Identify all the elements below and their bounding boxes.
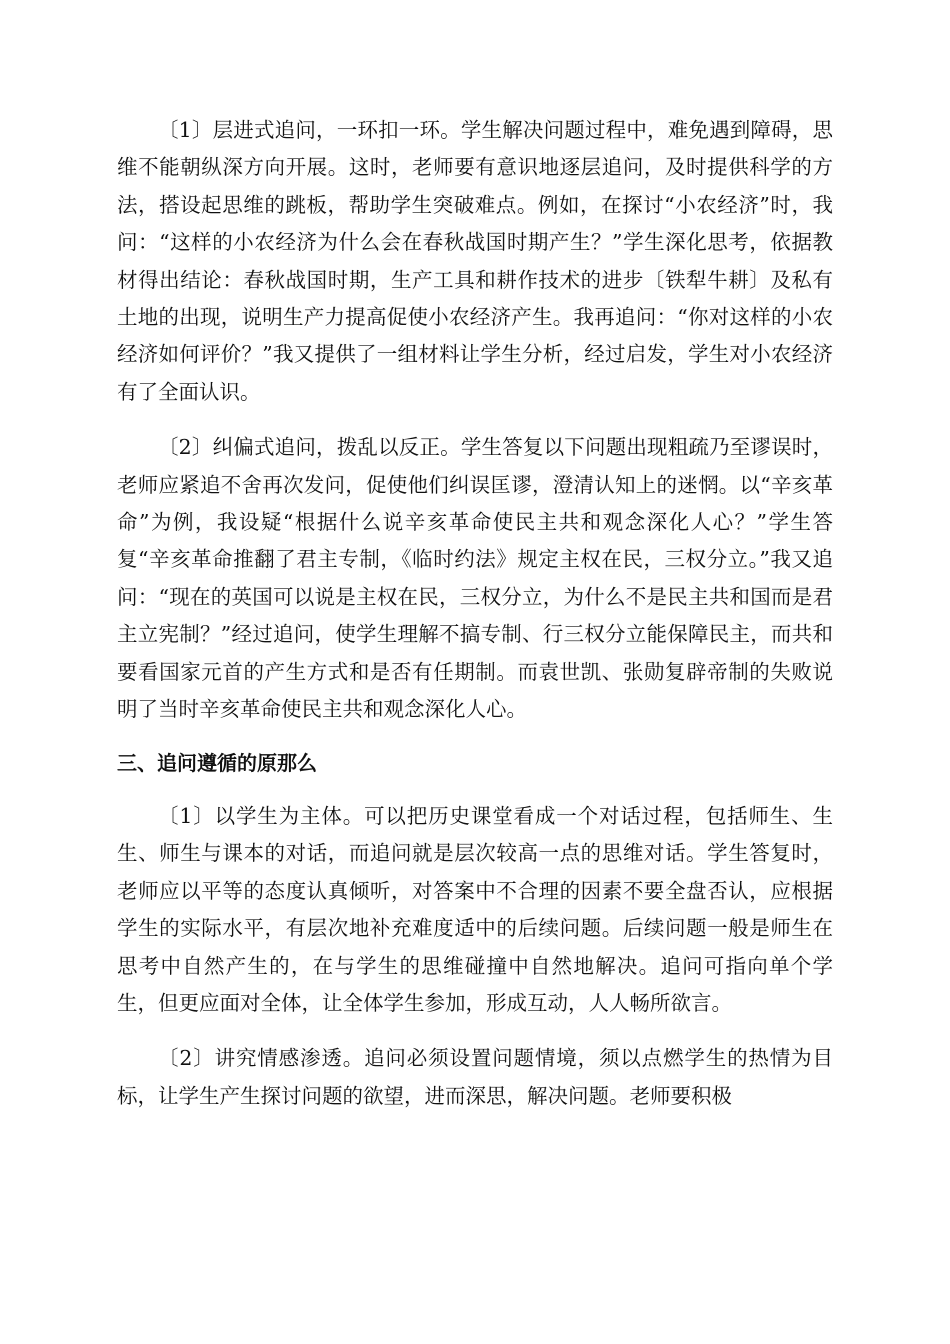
paragraph-emotional-engagement: 〔2〕讲究情感渗透。追问必须设置问题情境，须以点燃学生的热情为目标，让学生产生探讨问题的欲望，进而深思，解决问题。老师要积极: [117, 1046, 833, 1108]
paragraph-corrective-questioning: 〔2〕纠偏式追问，拨乱以反正。学生答复以下问题出现粗疏乃至谬误时，老师应紧追不舍再次发问，促使他们纠误匡谬，澄清认知上的迷惘。以“辛亥革命”为例，我设疑“根据什么说辛亥革命使民主共和观念深化人心？”学生答复“辛亥革命推翻了君主专制，《临时约法》规定主权在民，三权分立。”我又追问：“现在的英国可以说是主权在民，三权分立，为什么不是民主共和国而是君主立宪制？”经过追问，使学生理解不搞专制、行三权分立能保障民主，而共和要看国家元首的产生方式和是否有任期制。而袁世凯、张勋复辟帝制的失败说明了当时辛亥革命使民主共和观念深化人心。: [117, 435, 833, 722]
document-page: [117, 112, 833, 1115]
section-heading: 三、追问遵循的原那么: [117, 750, 317, 775]
paragraph-layered-questioning: 〔1〕层进式追问，一环扣一环。学生解决问题过程中，难免遇到障碍，思维不能朝纵深方向开展。这时，老师要有意识地逐层追问，及时提供科学的方法，搭设起思维的跳板，帮助学生突破难点。例如，在探讨“小农经济”时，我问：“这样的小农经济为什么会在春秋战国时期产生？”学生深化思考，依据教材得出结论：春秋战国时期，生产工具和耕作技术的进步〔铁犁牛耕〕及私有土地的出现，说明生产力提高促使小农经济产生。我再追问：“你对这样的小农经济如何评价？”我又提供了一组材料让学生分析，经过启发，学生对小农经济有了全面认识。: [117, 118, 833, 404]
paragraph-student-centered: 〔1〕以学生为主体。可以把历史课堂看成一个对话过程，包括师生、生生、师生与课本的对话，而追问就是层次较高一点的思维对话。学生答复时，老师应以平等的态度认真倾听，对答案中不合理的因素不要全盘否认，应根据学生的实际水平，有层次地补充难度适中的后续问题。后续问题一般是师生在思考中自然产生的，在与学生的思维碰撞中自然地解决。追问可指向单个学生，但更应面对全体，让全体学生参加，形成互动，人人畅所欲言。: [117, 803, 833, 1015]
